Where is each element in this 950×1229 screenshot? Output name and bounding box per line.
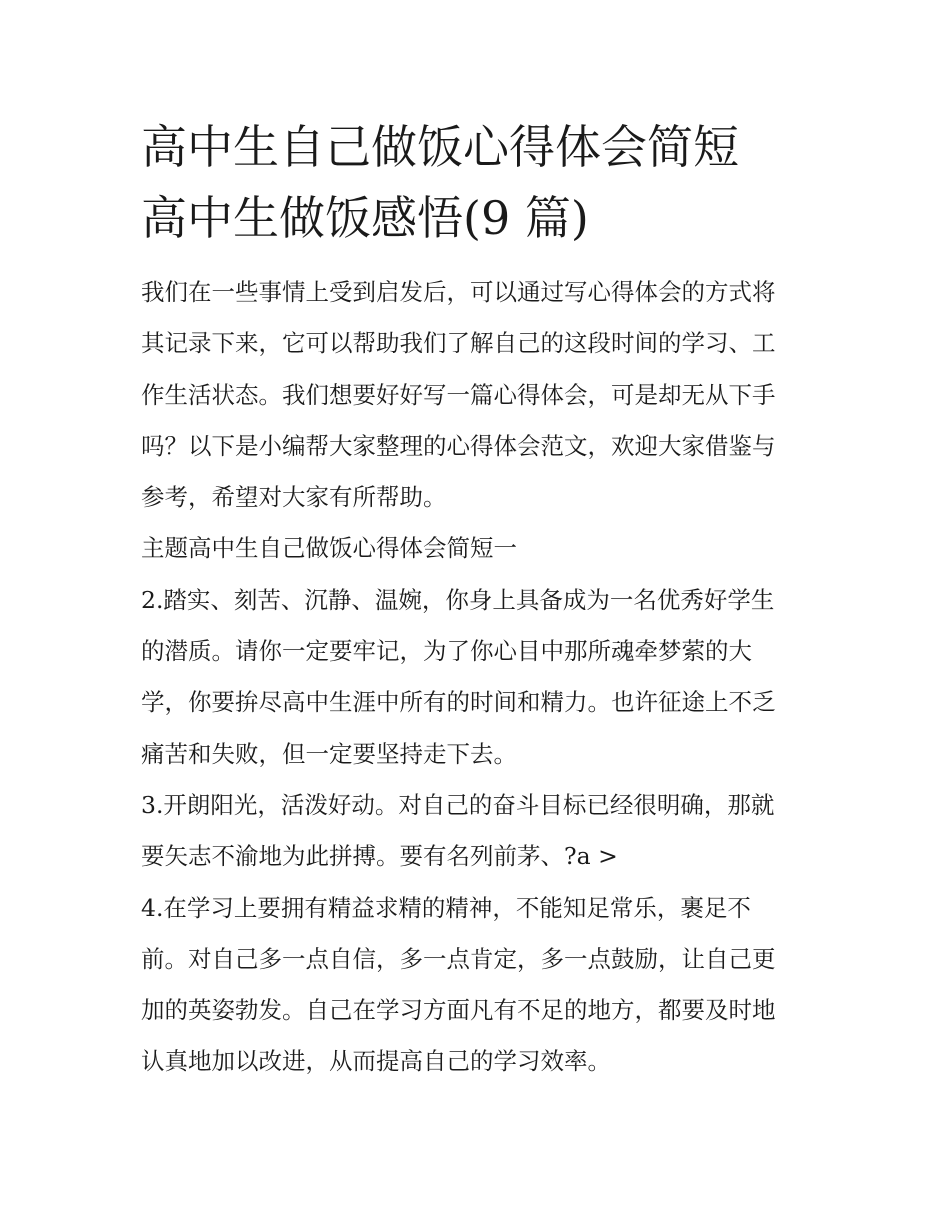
text-line: 前。对自己多一点自信，多一点肯定，多一点鼓励，让自己更 <box>141 944 776 973</box>
text-line: 我们在一些事情上受到启发后，可以通过写心得体会的方式将 <box>141 278 776 306</box>
text-line: 2.踏实、刻苦、沉静、温婉，你身上具备成为一名优秀好学生 <box>141 585 775 614</box>
text-line: 要矢志不渝地为此拼搏。要有名列前茅、?a > <box>141 842 618 871</box>
text-line: 其记录下来，它可以帮助我们了解自己的这段时间的学习、工 <box>141 329 776 358</box>
intro-paragraph <box>141 267 813 523</box>
list-item-2 <box>141 575 813 780</box>
text-line: 加的英姿勃发。自己在学习方面凡有不足的地方，都要及时地 <box>141 996 776 1025</box>
document-body <box>141 267 813 1088</box>
text-line: 吗？以下是小编帮大家整理的心得体会范文，欢迎大家借鉴与 <box>141 431 776 460</box>
text-line: 认真地加以改进，从而提高自己的学习效率。 <box>141 1047 611 1076</box>
text-line: 参考，希望对大家有所帮助。 <box>141 483 447 512</box>
text-line: 的潜质。请你一定要牢记，为了你心目中那所魂牵梦萦的大 <box>141 637 752 666</box>
text-line: 痛苦和失败，但一定要坚持走下去。 <box>141 739 517 768</box>
section-heading <box>141 523 813 574</box>
document-title <box>141 112 813 254</box>
text-line: 3.开朗阳光，活泼好动。对自己的奋斗目标已经很明确，那就 <box>141 790 775 819</box>
section-heading-text: 主题高中生自己做饭心得体会简短一 <box>141 534 517 563</box>
title-line-1: 高中生自己做饭心得体会简短 <box>141 120 739 174</box>
text-line: 作生活状态。我们想要好好写一篇心得体会，可是却无从下手 <box>141 380 776 409</box>
list-item-4 <box>141 883 813 1088</box>
title-line-2: 高中生做饭感悟(9 篇) <box>141 191 589 245</box>
text-line: 4.在学习上要拥有精益求精的精神，不能知足常乐，裹足不 <box>141 893 751 922</box>
text-line: 学，你要拚尽高中生涯中所有的时间和精力。也许征途上不乏 <box>141 688 776 717</box>
list-item-3 <box>141 780 813 883</box>
document-page <box>141 112 813 1088</box>
